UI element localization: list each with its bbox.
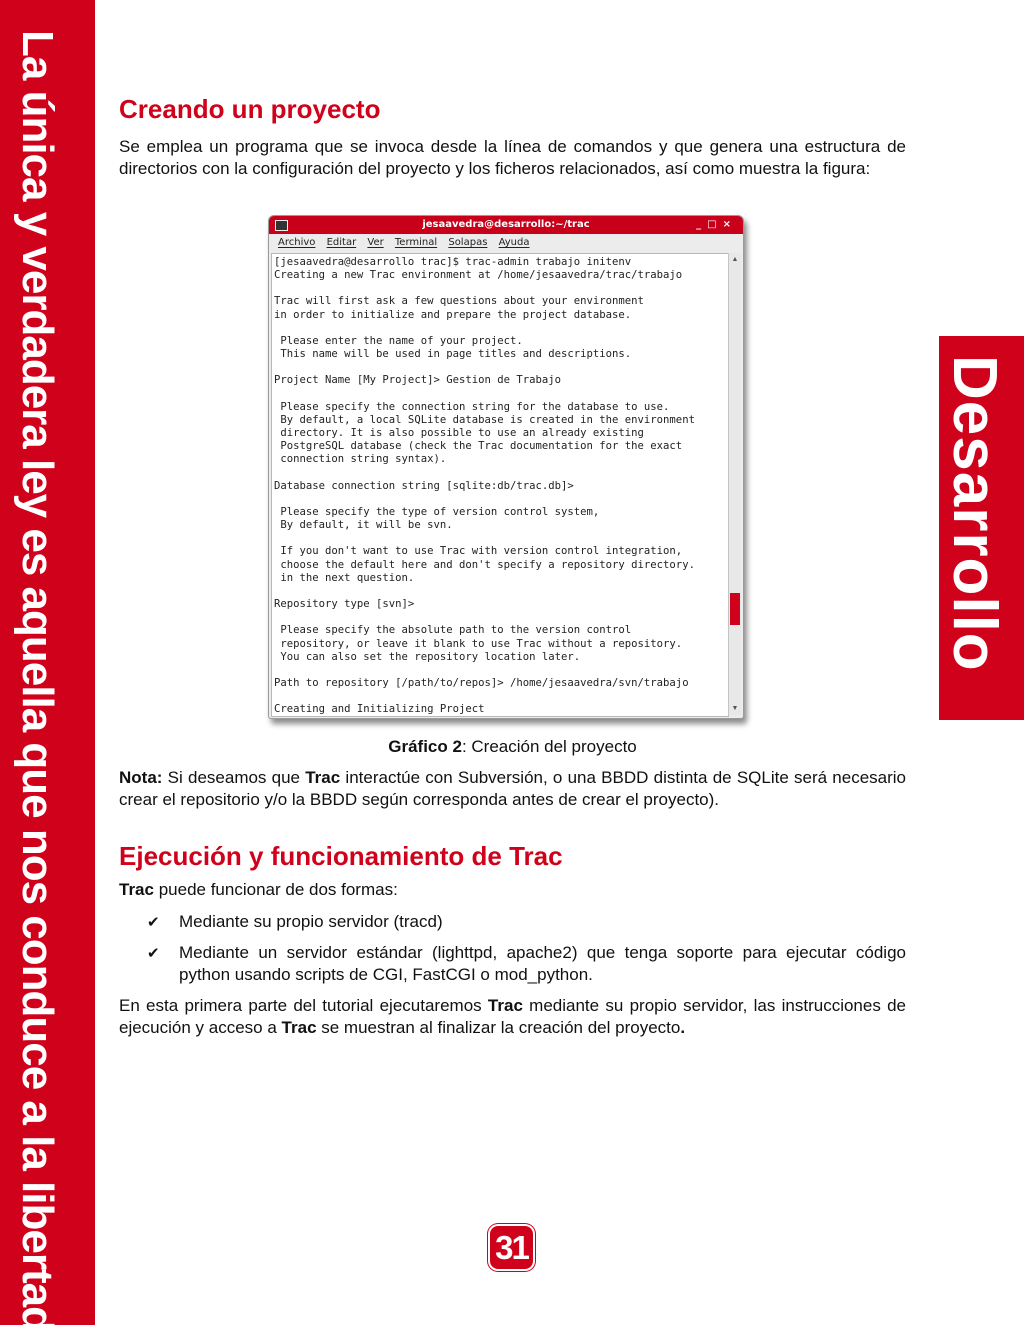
closing-c: se muestran al finalizar la creación del proyecto <box>316 1017 681 1037</box>
terminal-menubar <box>269 234 743 252</box>
menu-editar[interactable]: Editar <box>326 237 357 248</box>
list-item-text: Mediante un servidor estándar (lighttpd, apache2) que tenga soporte para ejecutar código python usando scripts de CGI, FastCGI o mod_python. <box>179 943 906 984</box>
terminal-line: directory. It is also possible to use an already existing <box>280 427 644 440</box>
window-controls <box>696 216 737 234</box>
terminal-line: repository, or leave it blank to use Trac without a repository. <box>280 637 683 650</box>
closing-end: . <box>680 1017 686 1037</box>
menu-ayuda[interactable]: Ayuda <box>498 237 530 248</box>
terminal-line: You can also set the repository location later. <box>280 650 581 663</box>
terminal-line: Repository type [svn]> <box>274 598 415 611</box>
scrollbar-thumb[interactable] <box>730 593 740 625</box>
terminal-scrollbar[interactable] <box>728 253 741 715</box>
terminal-line: Database connection string [sqlite:db/trac.db]> <box>274 479 574 492</box>
note-trac: Trac <box>305 768 341 787</box>
terminal-app-icon <box>275 220 288 231</box>
terminal-line: Project Name [My Project]> Gestion de Trabajo <box>274 374 562 387</box>
section-heading: Creando un proyecto <box>119 94 381 124</box>
figure-caption <box>119 737 906 757</box>
scroll-down-icon[interactable]: ▼ <box>731 705 739 712</box>
modes-rest: puede funcionar de dos formas: <box>153 880 398 899</box>
terminal-line: Path to repository [/path/to/repos]> /home/jesaavedra/svn/trabajo <box>274 677 689 689</box>
caption-label: Gráfico 2 <box>388 737 462 756</box>
note-pre: Si deseamos que <box>162 768 306 787</box>
minimize-icon[interactable]: _ <box>696 219 708 230</box>
check-icon: ✔ <box>147 944 160 962</box>
section-creando <box>119 92 906 179</box>
note-paragraph <box>119 767 906 810</box>
paragraph-intro: Se emplea un programa que se invoca desde la línea de comandos y que genera una estructura de directorios con la configuración del proyecto y los ficheros relacionados, así como muestra la figura: <box>119 137 906 178</box>
terminal-output <box>272 254 728 716</box>
terminal-screen[interactable] <box>271 253 729 717</box>
modes-trac: Trac <box>119 880 154 899</box>
menu-solapas[interactable]: Solapas <box>448 237 488 248</box>
menu-archivo[interactable]: Archivo <box>278 237 316 248</box>
terminal-line: Trac will first ask a few questions about your environment <box>274 295 644 308</box>
terminal-line: PostgreSQL database (check the Trac documentation for the exact <box>280 440 683 453</box>
modes-list <box>119 911 906 986</box>
menu-ver[interactable]: Ver <box>367 237 384 248</box>
sidebar-band <box>0 0 95 1332</box>
list-item <box>119 942 906 985</box>
terminal-line: Please specify the absolute path to the version control <box>280 624 632 637</box>
section-ejecucion <box>119 767 906 1038</box>
caption-text: : Creación del proyecto <box>461 737 637 756</box>
scroll-up-icon[interactable]: ▲ <box>731 256 739 263</box>
terminal-line: in the next question. <box>280 571 415 584</box>
terminal-line: [jesaavedra@desarrollo trac]$ trac-admin trabajo initenv <box>274 256 632 268</box>
terminal-line: By default, a local SQLite database is created in the environment <box>280 413 695 426</box>
terminal-title: jesaavedra@desarrollo:~/trac <box>422 219 590 230</box>
terminal-window <box>268 215 744 719</box>
note-label: Nota: <box>119 768 163 787</box>
list-item <box>119 911 906 933</box>
terminal-line: choose the default here and don't specify a repository directory. <box>280 558 695 571</box>
terminal-line: Please specify the connection string for the database to use. <box>280 400 670 413</box>
closing-trac-1: Trac <box>487 996 523 1015</box>
terminal-line: Please enter the name of your project. <box>280 334 523 347</box>
paragraph-closing <box>119 995 906 1038</box>
terminal-line: in order to initialize and prepare the project database. <box>274 308 632 321</box>
terminal-line: If you don't want to use Trac with version control integration, <box>280 545 683 558</box>
section-heading-2: Ejecución y funcionamiento de Trac <box>119 841 563 871</box>
section-tab-label: Desarrollo <box>940 355 1009 672</box>
list-item-text: Mediante su propio servidor (tracd) <box>179 911 443 931</box>
terminal-titlebar <box>269 216 743 234</box>
terminal-line: Please specify the type of version control system, <box>280 505 600 518</box>
terminal-line: This name will be used in page titles and descriptions. <box>280 348 632 361</box>
terminal-line: connection string syntax). <box>280 453 447 466</box>
menu-terminal[interactable]: Terminal <box>394 237 438 248</box>
closing-a: En esta primera parte del tutorial ejecutaremos <box>119 996 488 1015</box>
sidebar-tagline: La única y verdadera ley es aquella que nos conduce a la libertad <box>13 30 62 1332</box>
check-icon: ✔ <box>147 912 160 931</box>
close-icon[interactable]: × <box>722 219 737 230</box>
terminal-line: Creating and Initializing Project <box>274 703 485 716</box>
terminal-line: By default, it will be svn. <box>280 519 453 532</box>
note-post: interactúe con Subversión, o una BBDD distinta de SQLite será necesario crear el repositorio y/o la BBDD según corresponda antes de crear el proyecto). <box>119 768 906 809</box>
maximize-icon[interactable]: □ <box>707 219 723 230</box>
closing-trac-2: Trac <box>281 1017 317 1037</box>
page-number: 31 <box>488 1224 535 1271</box>
closing-b: mediante su propio servidor, las instrucciones de ejecución y acceso a <box>119 996 907 1037</box>
paragraph-modes <box>119 879 906 901</box>
terminal-line: Creating a new Trac environment at /home/jesaavedra/trac/trabajo <box>274 269 683 282</box>
